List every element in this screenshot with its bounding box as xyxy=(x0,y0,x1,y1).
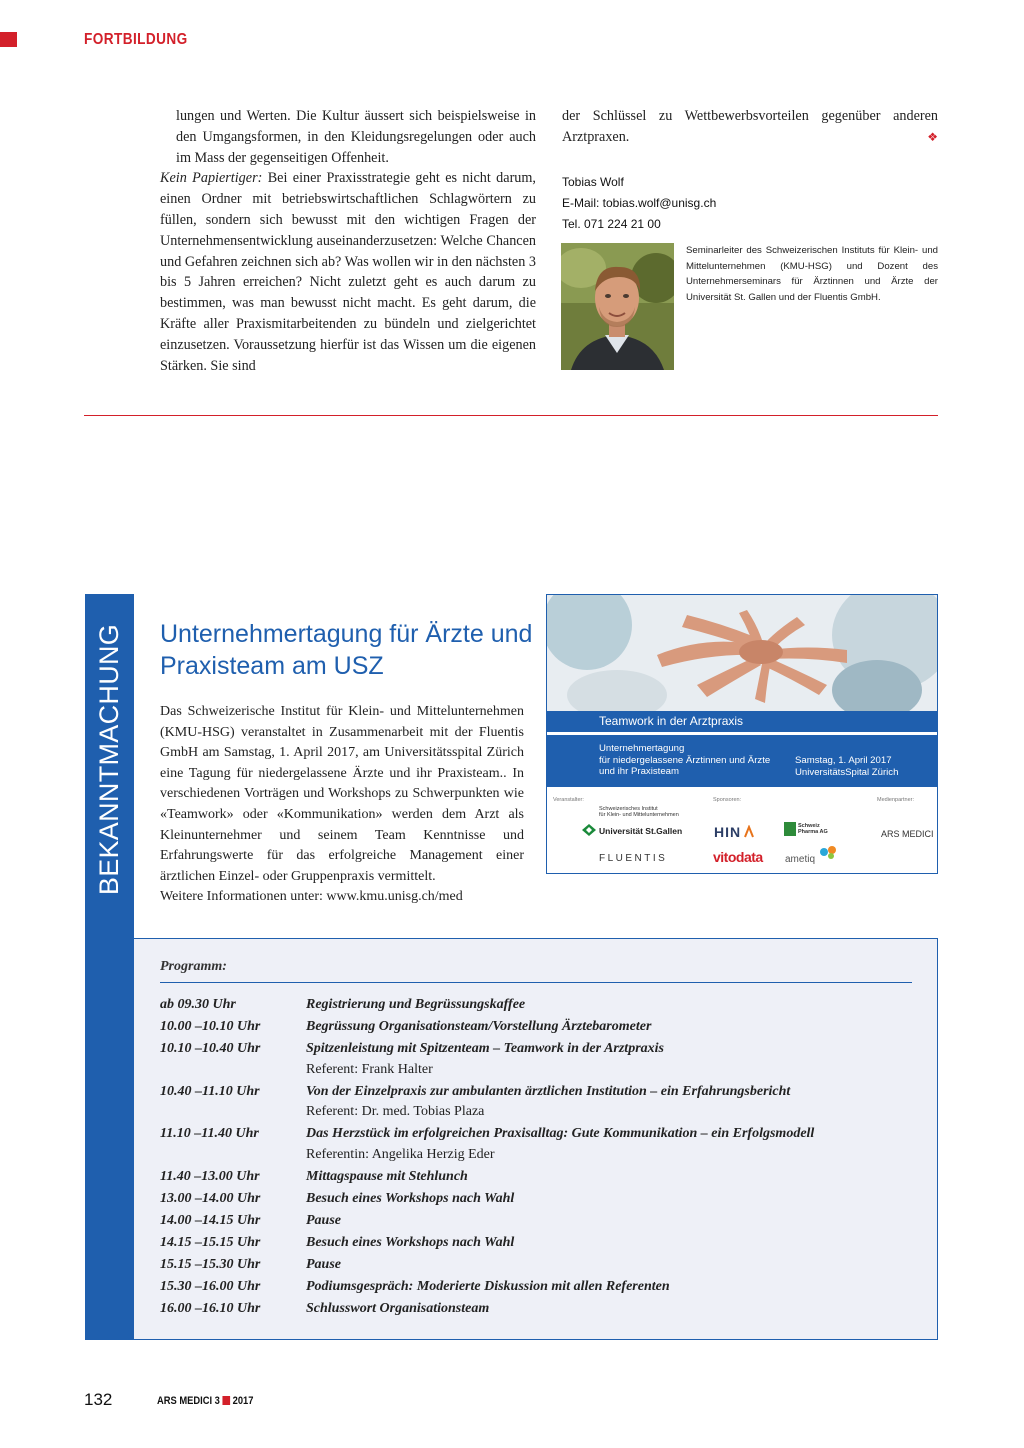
flyer-band-title: Teamwork in der Arztpraxis xyxy=(599,714,744,728)
media-partner-label: Medienpartner: xyxy=(877,797,914,803)
programme-row xyxy=(160,1167,920,1188)
programme-time: 14.15 –15.15 Uhr xyxy=(160,1234,261,1250)
author-bio: Seminarleiter des Schweizerischen Instituts für Klein- und Mittelunternehmen (KMU-HSG) und Dozent des Unternehmerseminars für Ärztinnen und Ärzte der Universität St. Gallen und der Fluentis GmbH. xyxy=(686,245,938,303)
programme-heading: Programm: xyxy=(160,959,227,974)
institute-line: Schweizerisches Institut xyxy=(599,806,658,812)
article-paragraph: lungen und Werten. Die Kultur äussert sich beispielsweise in den Umgangsformen, in den Kleidungsregelungen oder auch im Mass der gegenseitigen Offenheit. xyxy=(176,108,536,166)
programme-event: Von der Einzelpraxis zur ambulanten ärztlichen Institution – ein Erfahrungsbericht xyxy=(306,1083,791,1099)
article-paragraph xyxy=(562,106,938,148)
pharma-logo xyxy=(798,823,828,835)
vitodata-logo: vitodata xyxy=(713,849,763,865)
programme-event: Spitzenleistung mit Spitzenteam – Teamwork in der Arztpraxis xyxy=(306,1041,664,1056)
magazine-name: ARS MEDICI 3 xyxy=(157,1395,220,1407)
programme-row xyxy=(160,1255,920,1276)
announcement-body xyxy=(160,702,524,908)
programme-rule xyxy=(160,982,912,983)
footer-magazine xyxy=(157,1395,253,1407)
programme-entry xyxy=(306,1167,920,1188)
hin-logo: HIN xyxy=(714,824,742,840)
programme-speaker: Referentin: Angelika Herzig Eder xyxy=(306,1146,495,1162)
institute-line: für Klein- und Mittelunternehmen xyxy=(599,812,679,818)
flyer-event-line: und ihr Praxisteam xyxy=(599,766,679,777)
programme-row xyxy=(160,1189,920,1210)
programme-row xyxy=(160,1039,920,1080)
pharma-icon xyxy=(784,822,796,836)
magazine-year: 2017 xyxy=(232,1395,254,1407)
flyer-venue: UniversitätsSpital Zürich xyxy=(795,766,899,778)
programme-list xyxy=(160,995,920,1321)
programme-entry xyxy=(306,1189,920,1210)
author-block xyxy=(562,172,716,235)
author-name: Tobias Wolf xyxy=(562,175,624,189)
announcement-text: Das Schweizerische Institut für Klein- und Mittelunternehmen (KMU-HSG) veranstaltet in Zusammenarbeit mit der Fluentis GmbH am Samstag, 1. April 2017, am Universitätsspital Zürich eine Tagung für niedergelassene Ärzte und ihr Praxisteam.. In verschiedenen Vorträgen und Workshops zu Schwerpunkten wie «Teamwork» oder «Kommunikation» werden dem Arzt als Kleinunternehmer und seinem Team Kenntnisse und Erfahrungswerte für das erfolgreiche Management einer ärztlichen Einzel- oder Gruppenpraxis vermittelt. xyxy=(160,704,524,884)
flyer-event-line: Unternehmertagung xyxy=(599,743,685,754)
end-mark-icon: ❖ xyxy=(927,129,938,144)
programme-entry xyxy=(306,1299,920,1320)
author-email: E-Mail: tobias.wolf@unisg.ch xyxy=(562,196,717,210)
programme-event: Pause xyxy=(306,1212,341,1228)
programme-entry xyxy=(306,1255,920,1276)
programme-entry xyxy=(306,1277,920,1298)
programme-entry xyxy=(306,1039,920,1080)
hin-mark-icon xyxy=(743,825,755,844)
paragraph-lead: Kein Papiertiger: xyxy=(160,170,263,187)
unisg-logo: Universität St.Gallen xyxy=(599,826,683,836)
programme-time: 15.15 –15.30 Uhr xyxy=(160,1256,261,1272)
announcement-title: Unternehmertagung für Ärzte und Praxisteam am USZ xyxy=(160,620,533,680)
paragraph-text: Bei einer Praxisstrategie geht es nicht darum, einen Ordner mit betriebswirtschaftlichen Schlagwörtern zu füllen, sondern sich bewusst mit den wichtigen Fragen der Unternehmensentwicklung auseinanderzusetzen: Welche Chancen und Gefahren zeichnen sich ab? Was wollen wir in den nächsten 3 bis 5 Jahren erreichen? Nicht zuletzt geht es auch darum zu bestimmen, was man bewusst nicht macht. Es geht darum, die Kräfte aller Praxismitarbeitenden zu bündeln und zielgerichtet einzusetzen. Voraussetzung hierfür ist das Wissen um die eigenen Stärken. Sie sind xyxy=(160,170,536,374)
paragraph-text: der Schlüssel zu Wettbewerbsvorteilen gegenüber anderen Arztpraxen. xyxy=(562,108,938,145)
programme-time: 10.40 –11.10 Uhr xyxy=(160,1083,260,1099)
organizer-label: Veranstalter: xyxy=(553,797,584,803)
unisg-icon xyxy=(581,823,597,842)
programme-event: Begrüssung Organisationsteam/Vorstellung Ärztebarometer xyxy=(306,1019,652,1034)
programme-row xyxy=(160,1082,920,1123)
arsmedici-logo: ARS MEDICI xyxy=(881,829,934,839)
programme-row xyxy=(160,1277,920,1298)
programme-time: 10.00 –10.10 Uhr xyxy=(160,1019,261,1034)
programme-entry xyxy=(306,995,920,1016)
article-paragraph xyxy=(160,168,536,376)
programme-event: Das Herzstück im erfolgreichen Praxisalltag: Gute Kommunikation – ein Erfolgsmodell xyxy=(306,1126,815,1141)
programme-event: Besuch eines Workshops nach Wahl xyxy=(306,1234,515,1250)
sponsors-label: Sponsoren: xyxy=(713,797,742,803)
programme-event: Pause xyxy=(306,1256,341,1272)
section-divider xyxy=(84,415,938,416)
programme-time: ab 09.30 Uhr xyxy=(160,997,236,1012)
programme-row xyxy=(160,1017,920,1038)
programme-row xyxy=(160,1211,920,1232)
programme-row xyxy=(160,995,920,1016)
programme-entry xyxy=(306,1233,920,1254)
flyer-photo xyxy=(547,595,937,711)
pharma-line: Pharma AG xyxy=(798,829,828,835)
programme-event: Schlusswort Organisationsteam xyxy=(306,1300,490,1316)
programme-time: 15.30 –16.00 Uhr xyxy=(160,1278,261,1294)
flyer-title-band xyxy=(547,711,937,732)
programme-event: Mittagspause mit Stehlunch xyxy=(306,1168,468,1184)
programme-event: Podiumsgespräch: Moderierte Diskussion mit allen Referenten xyxy=(306,1278,670,1294)
announcement-side-label xyxy=(85,594,134,924)
programme-speaker: Referent: Dr. med. Tobias Plaza xyxy=(306,1104,485,1119)
ametiq-logo: ametiq xyxy=(785,854,816,865)
article-left-column xyxy=(160,106,536,376)
footer-square-icon xyxy=(222,1396,230,1405)
article-right-column xyxy=(562,106,938,148)
flyer-date: Samstag, 1. April 2017 xyxy=(795,755,892,766)
programme-entry xyxy=(306,1211,920,1232)
flyer-date-info xyxy=(795,755,898,778)
programme-event: Registrierung und Begrüssungskaffee xyxy=(306,997,526,1012)
event-flyer xyxy=(546,594,938,874)
programme-entry xyxy=(306,1124,920,1165)
programme-entry xyxy=(306,1082,920,1123)
pharma-line: Schweiz xyxy=(798,823,820,829)
institute-name xyxy=(599,806,679,818)
flyer-details-band xyxy=(547,735,937,787)
author-photo xyxy=(561,243,674,370)
author-phone: Tel. 071 224 21 00 xyxy=(562,217,661,231)
announcement-link-text: Weitere Informationen unter: www.kmu.unisg.ch/med xyxy=(160,889,463,905)
programme-row xyxy=(160,1124,920,1165)
page-number: 132 xyxy=(84,1390,113,1409)
fluentis-logo: FLUENTIS xyxy=(599,853,668,864)
programme-entry xyxy=(306,1017,920,1038)
programme-row xyxy=(160,1299,920,1320)
section-title: FORTBILDUNG xyxy=(84,31,188,48)
flyer-event-info xyxy=(599,743,770,778)
programme-time: 16.00 –16.10 Uhr xyxy=(160,1300,261,1316)
programme-time: 11.40 –13.00 Uhr xyxy=(160,1168,260,1184)
programme-time: 14.00 –14.15 Uhr xyxy=(160,1212,261,1228)
section-marker xyxy=(0,32,17,47)
flyer-event-line: für niedergelassene Ärztinnen und Ärzte xyxy=(599,754,771,766)
programme-row xyxy=(160,1233,920,1254)
programme-time: 10.10 –10.40 Uhr xyxy=(160,1041,261,1056)
programme-time: 11.10 –11.40 Uhr xyxy=(160,1126,259,1141)
programme-time: 13.00 –14.00 Uhr xyxy=(160,1190,261,1206)
programme-speaker: Referent: Frank Halter xyxy=(306,1061,433,1077)
side-label-text: BEKANNTMACHUNG xyxy=(94,623,125,895)
programme-event: Besuch eines Workshops nach Wahl xyxy=(306,1190,515,1206)
ametiq-dots-icon xyxy=(819,845,839,864)
